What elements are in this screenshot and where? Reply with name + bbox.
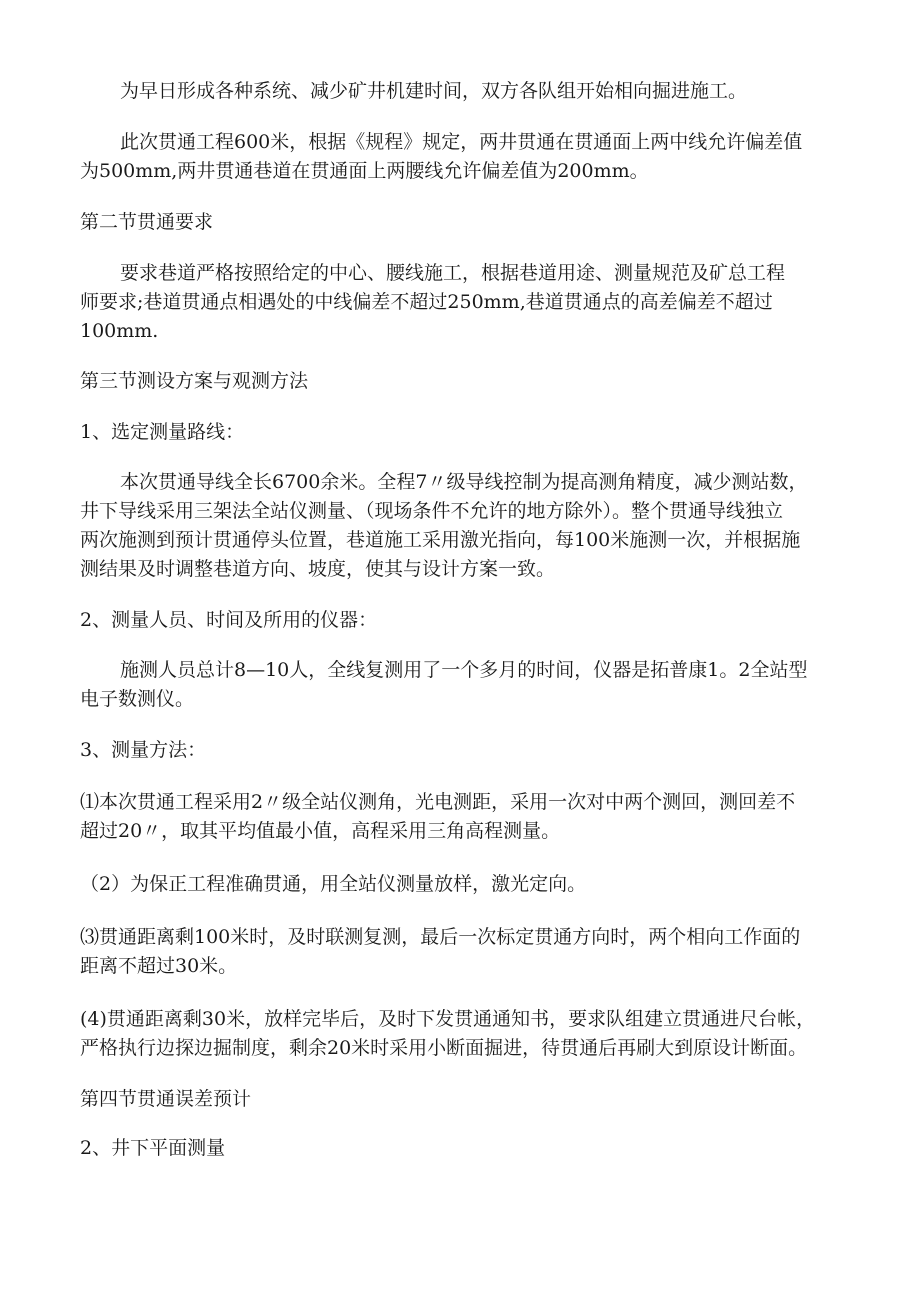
item-4-heading: 2、井下平面测量 <box>80 1137 226 1159</box>
paragraph-2-line-1: 此次贯通工程600米，根据《规程》规定，两井贯通在贯通面上两中线允许偏差值 <box>120 131 803 153</box>
paragraph-6-line-1: ⑴本次贯通工程采用2〃级全站仪测角，光电测距，采用一次对中两个测回，测回差不 <box>80 791 796 813</box>
paragraph-6-line-2: 超过20〃，取其平均值最小值，高程采用三角高程测量。 <box>80 820 561 842</box>
section-2-heading: 第二节贯通要求 <box>80 211 214 233</box>
item-3-heading: 3、测量方法： <box>80 739 207 761</box>
item-2-heading: 2、测量人员、时间及所用的仪器： <box>80 609 378 631</box>
item-1-heading: 1、选定测量路线： <box>80 421 245 443</box>
paragraph-5-line-2: 电子数测仪。 <box>80 688 195 710</box>
paragraph-3-line-1: 要求巷道严格按照给定的中心、腰线施工，根据巷道用途、测量规范及矿总工程 <box>120 262 786 284</box>
section-3-heading: 第三节测设方案与观测方法 <box>80 370 309 392</box>
paragraph-5-line-1: 施测人员总计8—10人，全线复测用了一个多月的时间，仪器是拓普康1。2全站型 <box>120 659 808 681</box>
paragraph-9-line-1: (4)贯通距离剩30米，放样完毕后，及时下发贯通通知书，要求队组建立贯通进尺台帐， <box>80 1008 816 1030</box>
paragraph-7-line-1: （2）为保正工程准确贯通，用全站仪测量放样，激光定向。 <box>80 873 587 895</box>
paragraph-8-line-2: 距离不超过30米。 <box>80 955 238 977</box>
paragraph-1-line-1: 为早日形成各种系统、减少矿井机建时间，双方各队组开始相向掘进施工。 <box>120 80 748 102</box>
paragraph-8-line-1: ⑶贯通距离剩100米时，及时联测复测，最后一次标定贯通方向时，两个相向工作面的 <box>80 926 801 948</box>
paragraph-4-line-4: 测结果及时调整巷道方向、坡度，使其与设计方案一致。 <box>80 558 556 580</box>
paragraph-3-line-2: 师要求;巷道贯通点相遇处的中线偏差不超过250mm,巷道贯通点的高差偏差不超过 <box>80 291 773 313</box>
paragraph-4-line-1: 本次贯通导线全长6700余米。全程7〃级导线控制为提高测角精度，减少测站数， <box>120 471 808 493</box>
paragraph-4-line-3: 两次施测到预计贯通停头位置，巷道施工采用激光指向，每100米施测一次，并根据施 <box>80 529 801 551</box>
paragraph-4-line-2: 井下导线采用三架法全站仪测量、（现场条件不允许的地方除外）。整个贯通导线独立 <box>80 500 784 522</box>
paragraph-3-line-3: 100mm. <box>80 320 159 342</box>
section-4-heading: 第四节贯通误差预计 <box>80 1088 252 1110</box>
paragraph-9-line-2: 严格执行边探边掘制度，剩余20米时采用小断面掘进，待贯通后再刷大到原设计断面。 <box>80 1037 808 1059</box>
paragraph-2-line-2: 为500mm,两井贯通巷道在贯通面上两腰线允许偏差值为200mm。 <box>80 160 649 182</box>
